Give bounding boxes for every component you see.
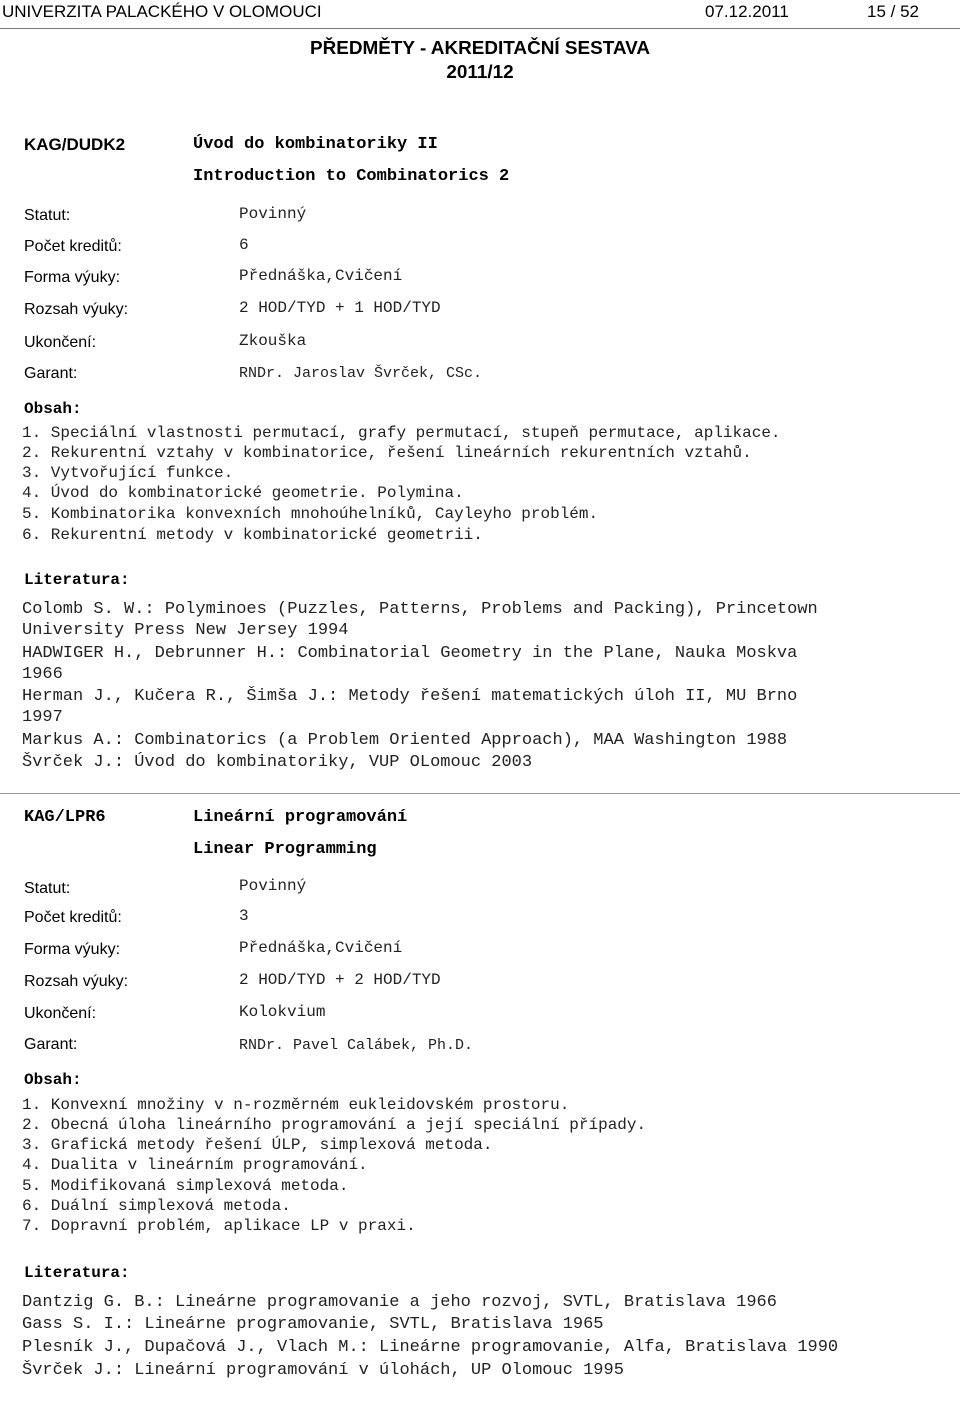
guarantor-label: Garant: bbox=[24, 365, 78, 382]
course-name-cz: Lineární programování bbox=[193, 808, 408, 827]
course-name-en: Linear Programming bbox=[193, 840, 377, 859]
literature-line: Gass S. I.: Lineárne programovanie, SVTL, Bratislava 1965 bbox=[22, 1315, 604, 1334]
course-divider bbox=[0, 793, 960, 794]
scope-value: 2 HOD/TYD + 2 HOD/TYD bbox=[239, 971, 441, 989]
content-heading: Obsah: bbox=[24, 400, 82, 418]
credits-value: 6 bbox=[239, 236, 249, 254]
statut-value: Povinný bbox=[239, 205, 307, 223]
content-line: 5. Modifikovaná simplexová metoda. bbox=[22, 1177, 349, 1195]
content-line: 5. Kombinatorika konvexních mnohoúhelníků, Cayleyho problém. bbox=[22, 505, 599, 523]
course-code: KAG/LPR6 bbox=[24, 808, 106, 827]
form-label: Forma výuky: bbox=[24, 941, 121, 958]
literature-line: 1997 bbox=[22, 708, 63, 727]
credits-value: 3 bbox=[239, 907, 249, 925]
course-name-en: Introduction to Combinatorics 2 bbox=[193, 167, 510, 186]
content-line: 4. Dualita v lineárním programování. bbox=[22, 1156, 368, 1174]
content-line: 6. Duální simplexová metoda. bbox=[22, 1197, 291, 1215]
print-date: 07.12.2011 bbox=[705, 2, 789, 21]
course-code: KAG/DUDK2 bbox=[24, 135, 126, 154]
literature-line: University Press New Jersey 1994 bbox=[22, 621, 349, 640]
statut-label: Statut: bbox=[24, 880, 71, 897]
completion-label: Ukončení: bbox=[24, 334, 97, 351]
form-value: Přednáška,Cvičení bbox=[239, 939, 403, 957]
literature-line: HADWIGER H., Debrunner H.: Combinatorial Geometry in the Plane, Nauka Moskva bbox=[22, 644, 798, 663]
credits-label: Počet kreditů: bbox=[24, 909, 122, 926]
literature-line: Dantzig G. B.: Lineárne programovanie a jeho rozvoj, SVTL, Bratislava 1966 bbox=[22, 1293, 777, 1312]
form-label: Forma výuky: bbox=[24, 269, 121, 286]
course-name-cz: Úvod do kombinatoriky II bbox=[193, 135, 438, 154]
form-value: Přednáška,Cvičení bbox=[239, 267, 403, 285]
academic-year: 2011/12 bbox=[446, 62, 514, 83]
literature-line: Švrček J.: Lineární programování v úlohách, UP Olomouc 1995 bbox=[22, 1361, 624, 1380]
scope-label: Rozsah výuky: bbox=[24, 973, 129, 990]
literature-line: Švrček J.: Úvod do kombinatoriky, VUP OLomouc 2003 bbox=[22, 753, 533, 772]
content-line: 1. Konvexní množiny v n-rozměrném eukleidovském prostoru. bbox=[22, 1096, 570, 1114]
page-number: 15 / 52 bbox=[867, 2, 919, 21]
content-line: 3. Grafická metody řešení ÚLP, simplexová metoda. bbox=[22, 1136, 493, 1154]
statut-value: Povinný bbox=[239, 877, 307, 895]
content-heading: Obsah: bbox=[24, 1071, 82, 1089]
content-line: 2. Obecná úloha lineárního programování a její speciální případy. bbox=[22, 1116, 647, 1134]
literature-line: Colomb S. W.: Polyminoes (Puzzles, Patterns, Problems and Packing), Princetown bbox=[22, 600, 818, 619]
literature-line: 1966 bbox=[22, 665, 63, 684]
header-divider bbox=[0, 28, 960, 29]
content-line: 1. Speciální vlastnosti permutací, grafy permutací, stupeň permutace, aplikace. bbox=[22, 424, 781, 442]
scope-label: Rozsah výuky: bbox=[24, 301, 129, 318]
literature-heading: Literatura: bbox=[24, 571, 130, 589]
guarantor-value: RNDr. Pavel Calábek, Ph.D. bbox=[239, 1037, 474, 1054]
scope-value: 2 HOD/TYD + 1 HOD/TYD bbox=[239, 299, 441, 317]
report-title: PŘEDMĚTY - AKREDITAČNÍ SESTAVA bbox=[310, 38, 650, 59]
content-line: 3. Vytvořující funkce. bbox=[22, 464, 234, 482]
literature-line: Markus A.: Combinatorics (a Problem Oriented Approach), MAA Washington 1988 bbox=[22, 731, 788, 750]
content-line: 2. Rekurentní vztahy v kombinatorice, řešení lineárních rekurentních vztahů. bbox=[22, 444, 752, 462]
university-name: UNIVERZITA PALACKÉHO V OLOMOUCI bbox=[2, 2, 322, 21]
content-line: 4. Úvod do kombinatorické geometrie. Polymina. bbox=[22, 484, 464, 502]
guarantor-value: RNDr. Jaroslav Švrček, CSc. bbox=[239, 365, 483, 382]
completion-value: Zkouška bbox=[239, 332, 307, 350]
literature-heading: Literatura: bbox=[24, 1264, 130, 1282]
completion-value: Kolokvium bbox=[239, 1003, 326, 1021]
literature-line: Plesník J., Dupačová J., Vlach M.: Lineárne programovanie, Alfa, Bratislava 1990 bbox=[22, 1338, 839, 1357]
credits-label: Počet kreditů: bbox=[24, 238, 122, 255]
literature-line: Herman J., Kučera R., Šimša J.: Metody řešení matematických úloh II, MU Brno bbox=[22, 687, 798, 706]
completion-label: Ukončení: bbox=[24, 1005, 97, 1022]
content-line: 7. Dopravní problém, aplikace LP v praxi. bbox=[22, 1217, 416, 1235]
statut-label: Statut: bbox=[24, 207, 71, 224]
guarantor-label: Garant: bbox=[24, 1036, 78, 1053]
content-line: 6. Rekurentní metody v kombinatorické geometrii. bbox=[22, 526, 483, 544]
